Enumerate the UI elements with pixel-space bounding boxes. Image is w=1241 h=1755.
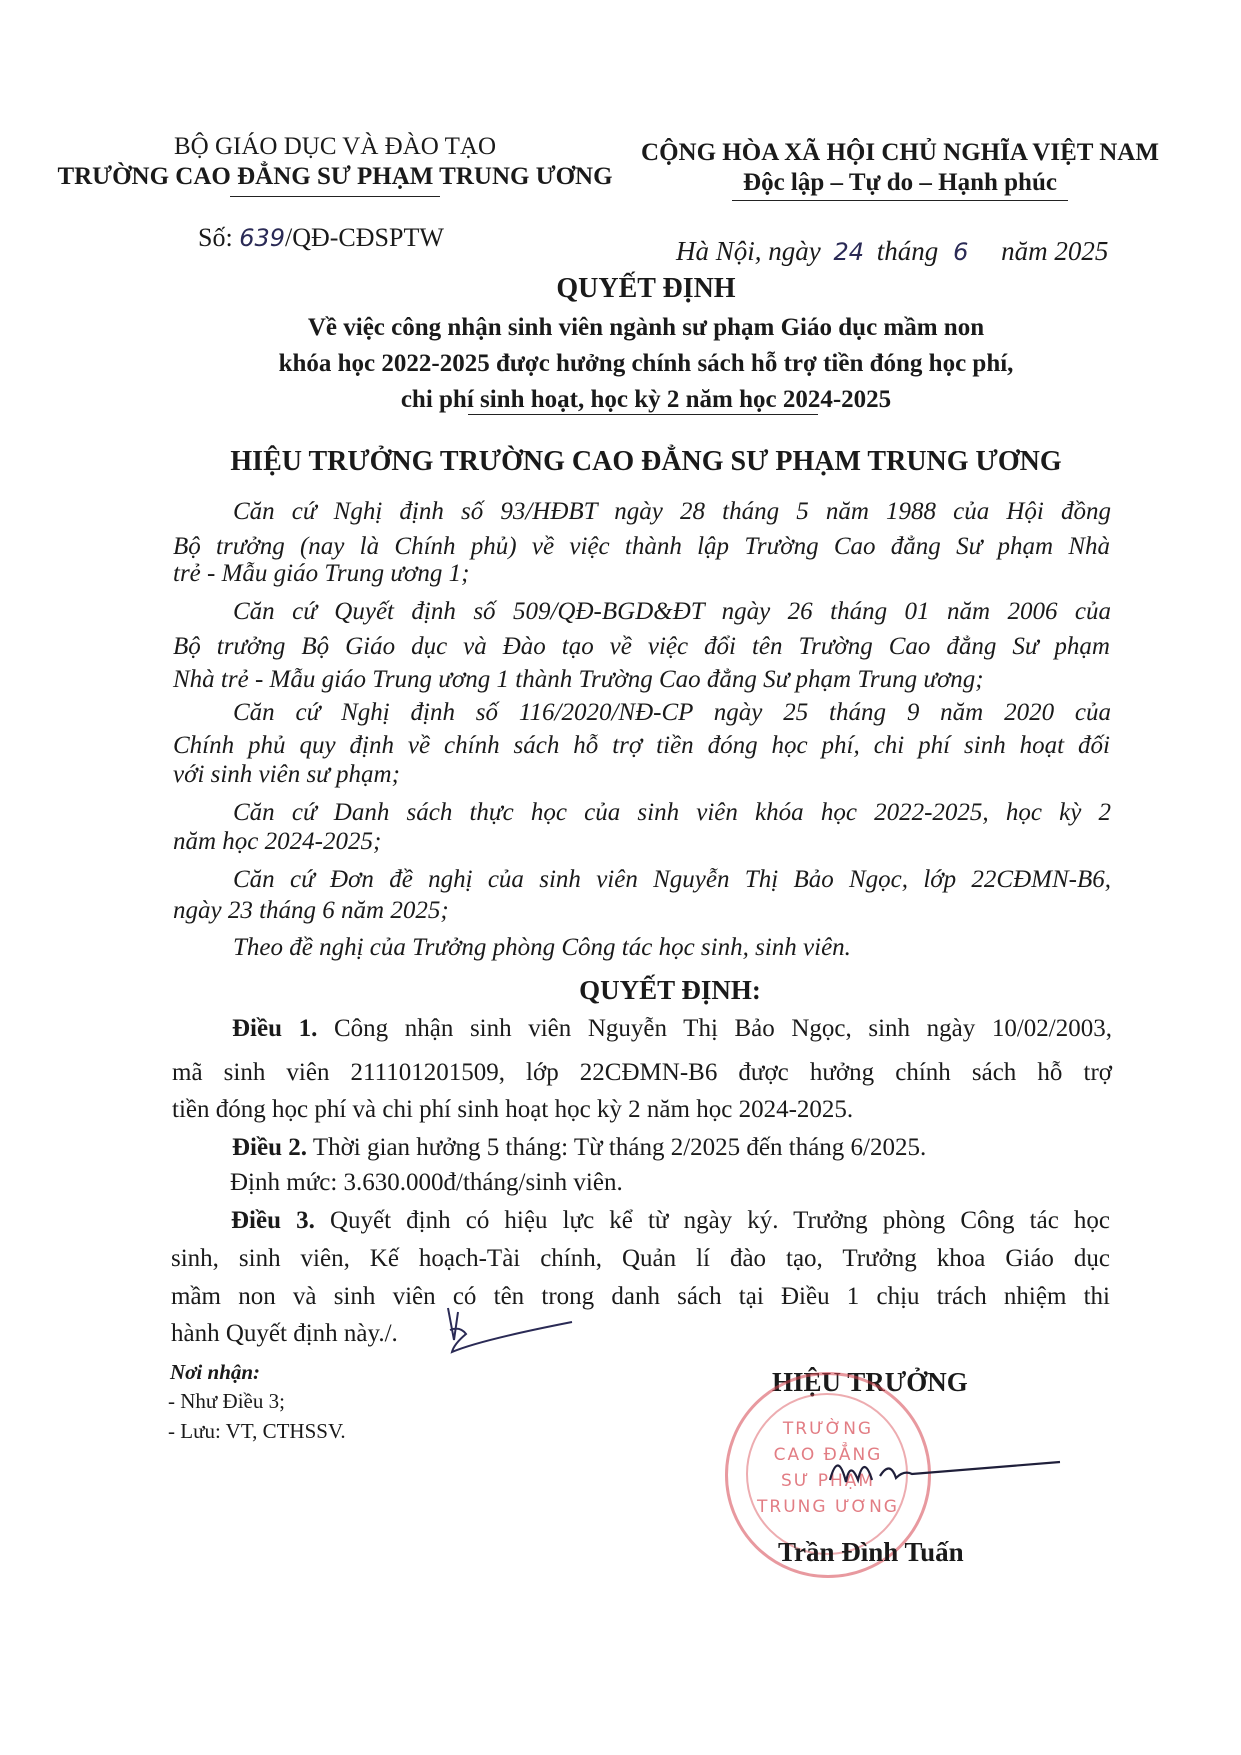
school-name: TRƯỜNG CAO ĐẲNG SƯ PHẠM TRUNG ƯƠNG — [57, 163, 613, 190]
basis-1-line-1: Căn cứ Nghị định số 93/HĐBT ngày 28 tháng 5 năm 1988 của Hội đồng — [233, 498, 1111, 525]
article-1-line-2: mã sinh viên 211101201509, lớp 22CĐMN-B6 được hưởng chính sách hỗ trợ — [172, 1059, 1112, 1086]
authority-heading: HIỆU TRƯỞNG TRƯỜNG CAO ĐẲNG SƯ PHẠM TRUNG ƯƠNG — [230, 446, 1062, 477]
date-place: Hà Nội, ngày — [676, 236, 821, 266]
article-1-label: Điều 1. — [232, 1015, 318, 1042]
stamp-line-3: SƯ PHẠM — [780, 1471, 876, 1491]
article-3-label: Điều 3. — [231, 1207, 315, 1234]
signer-title: HIỆU TRƯỞNG — [772, 1367, 968, 1397]
signer-name: Trần Đình Tuấn — [778, 1537, 964, 1567]
article-2-label: Điều 2. — [232, 1134, 307, 1161]
number-handwritten: 639 — [239, 224, 285, 252]
motto: Độc lập – Tự do – Hạnh phúc — [743, 169, 1057, 196]
basis-3-line-3: với sinh viên sư phạm; — [173, 761, 400, 788]
basis-4-line-1: Căn cứ Danh sách thực học của sinh viên khóa học 2022-2025, học kỳ 2 — [233, 799, 1111, 826]
recipient-item-1: - Như Điều 3; — [168, 1389, 285, 1413]
subtitle-line-3: chi phí sinh hoạt, học kỳ 2 năm học 2024-2025 — [400, 386, 892, 413]
article-3-line-1 — [231, 1203, 1110, 1238]
motto-underline — [732, 200, 1068, 201]
stamp-line-4: TRUNG ƯƠNG — [757, 1497, 899, 1517]
initials-mark-icon — [440, 1300, 580, 1360]
recipients-label: Nơi nhận: — [170, 1360, 261, 1384]
article-1-line-3: tiền đóng học phí và chi phí sinh hoạt học kỳ 2 năm học 2024-2025. — [172, 1096, 854, 1123]
date-month-label: tháng — [876, 236, 939, 266]
decision-title: QUYẾT ĐỊNH — [556, 273, 736, 304]
number-prefix: Số: — [198, 223, 233, 252]
article-3-line-4: hành Quyết định này./. — [171, 1320, 398, 1347]
handwritten-signature-icon — [820, 1440, 1070, 1510]
stamp-line-2: CAO ĐẲNG — [773, 1445, 883, 1465]
basis-3-line-2: Chính phủ quy định về chính sách hỗ trợ tiền đóng học phí, chi phí sinh hoạt đối — [173, 732, 1110, 759]
article-3-line-2: sinh, sinh viên, Kế hoạch-Tài chính, Quản lí đào tạo, Trưởng khoa Giáo dục — [171, 1245, 1110, 1272]
stamp-line-1: TRƯỜNG — [782, 1419, 874, 1439]
article-2-text-1: Thời gian hưởng 5 tháng: Từ tháng 2/2025 đến tháng 6/2025. — [312, 1134, 927, 1161]
number-suffix: /QĐ-CĐSPTW — [285, 223, 444, 252]
basis-5-line-1: Căn cứ Đơn đề nghị của sinh viên Nguyễn Thị Bảo Ngọc, lớp 22CĐMN-B6, — [233, 866, 1111, 893]
basis-6-line-1: Theo đề nghị của Trưởng phòng Công tác học sinh, sinh viên. — [233, 934, 851, 961]
article-3-text-1: Quyết định có hiệu lực kể từ ngày ký. Trưởng phòng Công tác học — [329, 1207, 1111, 1234]
basis-3-line-1: Căn cứ Nghị định số 116/2020/NĐ-CP ngày 25 tháng 9 năm 2020 của — [233, 699, 1111, 726]
basis-2-line-3: Nhà trẻ - Mẫu giáo Trung ương 1 thành Trường Cao đẳng Sư phạm Trung ương; — [173, 666, 984, 693]
document-date — [676, 234, 1108, 270]
basis-1-line-3: trẻ - Mẫu giáo Trung ương 1; — [173, 560, 470, 587]
basis-2-line-1: Căn cứ Quyết định số 509/QĐ-BGD&ĐT ngày 26 tháng 01 năm 2006 của — [233, 598, 1111, 625]
date-day: 24 — [833, 238, 865, 266]
date-year: năm 2025 — [1001, 236, 1109, 266]
decision-heading: QUYẾT ĐỊNH: — [579, 975, 761, 1005]
subtitle-line-2: khóa học 2022-2025 được hưởng chính sách hỗ trợ tiền đóng học phí, — [278, 350, 1014, 377]
article-2-line-2: Định mức: 3.630.000đ/tháng/sinh viên. — [230, 1169, 623, 1196]
date-month: 6 — [953, 238, 969, 266]
basis-5-line-2: ngày 23 tháng 6 năm 2025; — [173, 897, 449, 924]
subtitle-line-1: Về việc công nhận sinh viên ngành sư phạm Giáo dục mầm non — [307, 314, 985, 341]
header-left-underline — [230, 196, 440, 197]
article-3-line-3: mầm non và sinh viên có tên trong danh sách tại Điều 1 chịu trách nhiệm thi — [171, 1283, 1110, 1310]
recipient-item-2: - Lưu: VT, CTHSSV. — [168, 1419, 346, 1443]
republic-name: CỘNG HÒA XÃ HỘI CHỦ NGHĨA VIỆT NAM — [641, 139, 1159, 166]
article-2-line-1 — [232, 1130, 1112, 1165]
document-number — [198, 220, 444, 256]
basis-1-line-2: Bộ trưởng (nay là Chính phủ) về việc thành lập Trường Cao đẳng Sư phạm Nhà — [173, 533, 1110, 560]
article-1-line-1 — [232, 1011, 1112, 1046]
article-1-text-1: Công nhận sinh viên Nguyễn Thị Bảo Ngọc, sinh ngày 10/02/2003, — [333, 1015, 1112, 1042]
basis-2-line-2: Bộ trưởng Bộ Giáo dục và Đào tạo về việc đổi tên Trường Cao đẳng Sư phạm — [173, 633, 1110, 660]
ministry-name: BỘ GIÁO DỤC VÀ ĐÀO TẠO — [174, 133, 496, 160]
basis-4-line-2: năm học 2024-2025; — [173, 828, 382, 855]
subtitle-underline — [468, 414, 818, 415]
